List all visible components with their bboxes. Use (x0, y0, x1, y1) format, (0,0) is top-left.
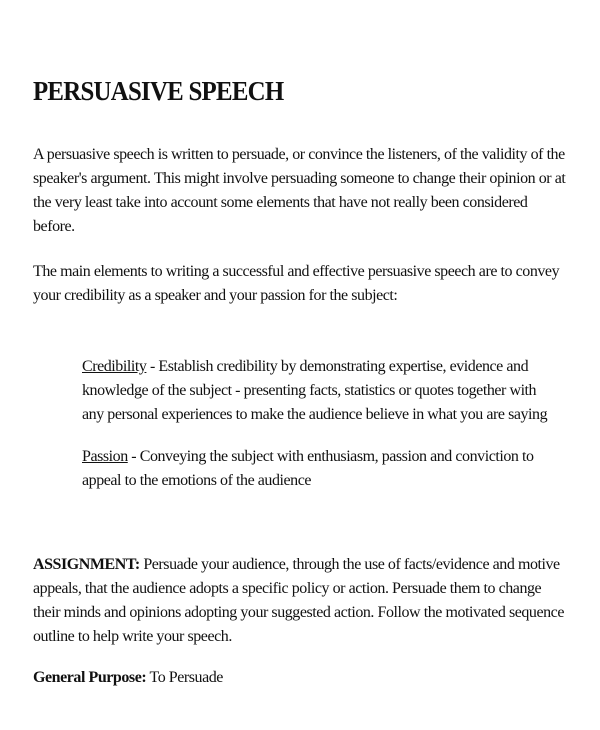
passion-description: Conveying the subject with enthusiasm, passion and conviction to appeal to the emotions of the audience (82, 448, 534, 489)
intro-paragraph: A persuasive speech is written to persuade, or convince the listeners, of the validity of the speaker's argument. This might involve persuading someone to change their opinion or at the very least take into account some elements that have not really been considered before. (33, 146, 566, 235)
elements-intro-paragraph: The main elements to writing a successful and effective persuasive speech are to convey your credibility as a speaker and your passion for the subject: (33, 263, 560, 304)
general-purpose-line (33, 666, 570, 690)
assignment-label: ASSIGNMENT: (33, 556, 140, 573)
page-title: PERSUASIVE SPEECH (33, 76, 284, 106)
assignment-text: Persuade your audience, through the use of facts/evidence and motive appeals, that the audience adopts a specific policy or action. Persuade them to change their minds and opinions adopting your suggested action. Follow the motivated sequence outline to help write your speech. (33, 556, 564, 645)
passion-separator: - (127, 448, 140, 465)
credibility-separator: - (146, 358, 159, 375)
general-purpose-text: To Persuade (146, 669, 223, 686)
element-item-passion (82, 445, 552, 493)
assignment-paragraph (33, 553, 570, 649)
passion-term: Passion (82, 448, 128, 465)
credibility-term: Credibility (82, 358, 147, 375)
credibility-description: Establish credibility by demonstrating expertise, evidence and knowledge of the subject - presenting facts, statistics or quotes together with any personal experiences to make the audience believe in what you are saying (82, 358, 548, 423)
element-item-credibility (82, 355, 552, 427)
elements-list (82, 355, 552, 493)
general-purpose-label: General Purpose: (33, 669, 147, 686)
